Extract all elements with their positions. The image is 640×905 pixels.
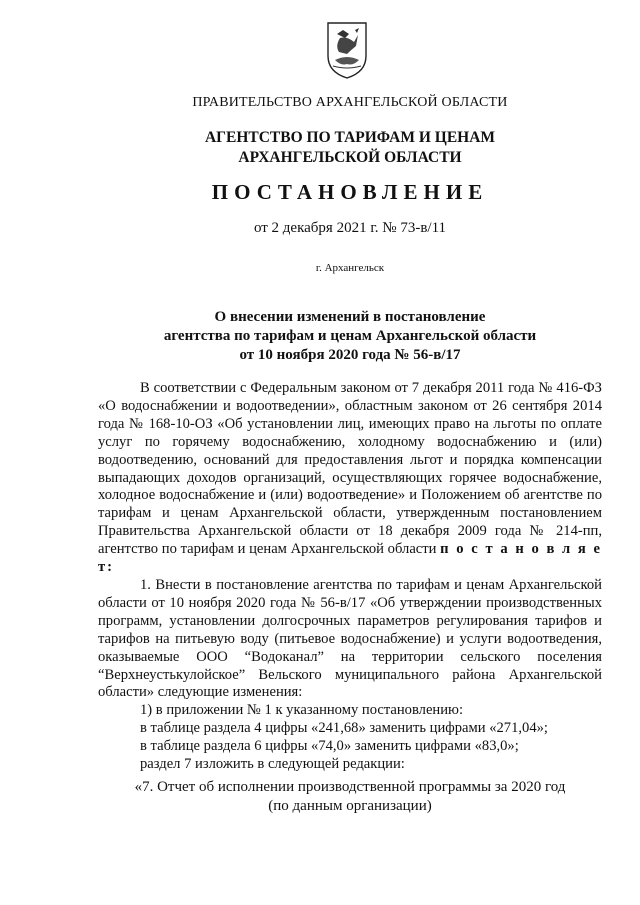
agency-name-line2: АРХАНГЕЛЬСКОЙ ОБЛАСТИ <box>238 149 462 166</box>
subject-line1: О внесении изменений в постановление <box>214 309 486 325</box>
subject-line3: от 10 ноября 2020 года № 56-в/17 <box>239 347 461 363</box>
document-city: г. Архангельск <box>315 262 385 274</box>
subject-line2: агентства по тарифам и ценам Архангельской области <box>163 328 537 344</box>
resolves-word: п о с т а н о в л я е т: <box>98 541 602 576</box>
sub-item-2: в таблице раздела 4 цифры «241,68» заменить цифрами «271,04»; <box>140 720 548 737</box>
preamble-paragraph <box>98 380 602 577</box>
document-type-heading: ПОСТАНОВЛЕНИЕ <box>211 180 489 204</box>
sub-item-4: раздел 7 изложить в следующей редакции: <box>140 756 405 773</box>
report-title-line1: «7. Отчет об исполнении производственной программы за 2020 год <box>134 779 566 795</box>
sub-item-3: в таблице раздела 6 цифры «74,0» заменить цифрами «83,0»; <box>140 738 519 755</box>
document-body <box>98 380 602 774</box>
agency-name <box>0 128 640 168</box>
preamble-text: В соответствии с Федеральным законом от 7 декабря 2011 года № 416-ФЗ «О водоснабжении и водоотведении», областным законом от 26 сентября 2014 года № 168-10-ОЗ «Об установлении лиц, имеющих право на льготы по оплате услуг по горячему водоснабжению, холодному водоснабжению и (или) водоотведению, оснований для предоставления льгот и порядка компенсации выпадающих доходов организаций, осуществляющих горячее водоснабжение, холодное водоснабжение и (или) водоотведение» и Положением об агентстве по тарифам и ценам Архангельской области, утвержденным постановлением Правительства Архангельской области от 18 декабря 2009 года № 214-пп, агентство по тарифам и ценам Архангельской области <box>98 380 602 558</box>
sub-item-1: 1) в приложении № 1 к указанному постановлению: <box>140 702 464 719</box>
document-date-number: от 2 декабря 2021 г. № 73-в/11 <box>253 220 447 236</box>
coat-of-arms-icon <box>325 20 369 80</box>
document-subject <box>0 308 640 365</box>
government-name: ПРАВИТЕЛЬСТВО АРХАНГЕЛЬСКОЙ ОБЛАСТИ <box>192 95 508 110</box>
report-section-title <box>0 778 640 816</box>
agency-name-line1: АГЕНТСТВО ПО ТАРИФАМ И ЦЕНАМ <box>204 129 496 146</box>
report-title-line2: (по данным организации) <box>268 798 432 814</box>
item-1-paragraph: 1. Внести в постановление агентства по тарифам и ценам Архангельской области от 10 ноября 2020 года № 56-в/17 «Об утверждении производственных программ, установлении долгосрочных параметров регулирования тарифов и тарифов на питьевую воду (питьевое водоснабжение) и услуги водоотведения, оказываемые ООО “Водоканал” на территории сельского поселения “Верхнеустькулойское” Вельского муниципального района Архангельской области» следующие изменения: <box>98 576 602 701</box>
